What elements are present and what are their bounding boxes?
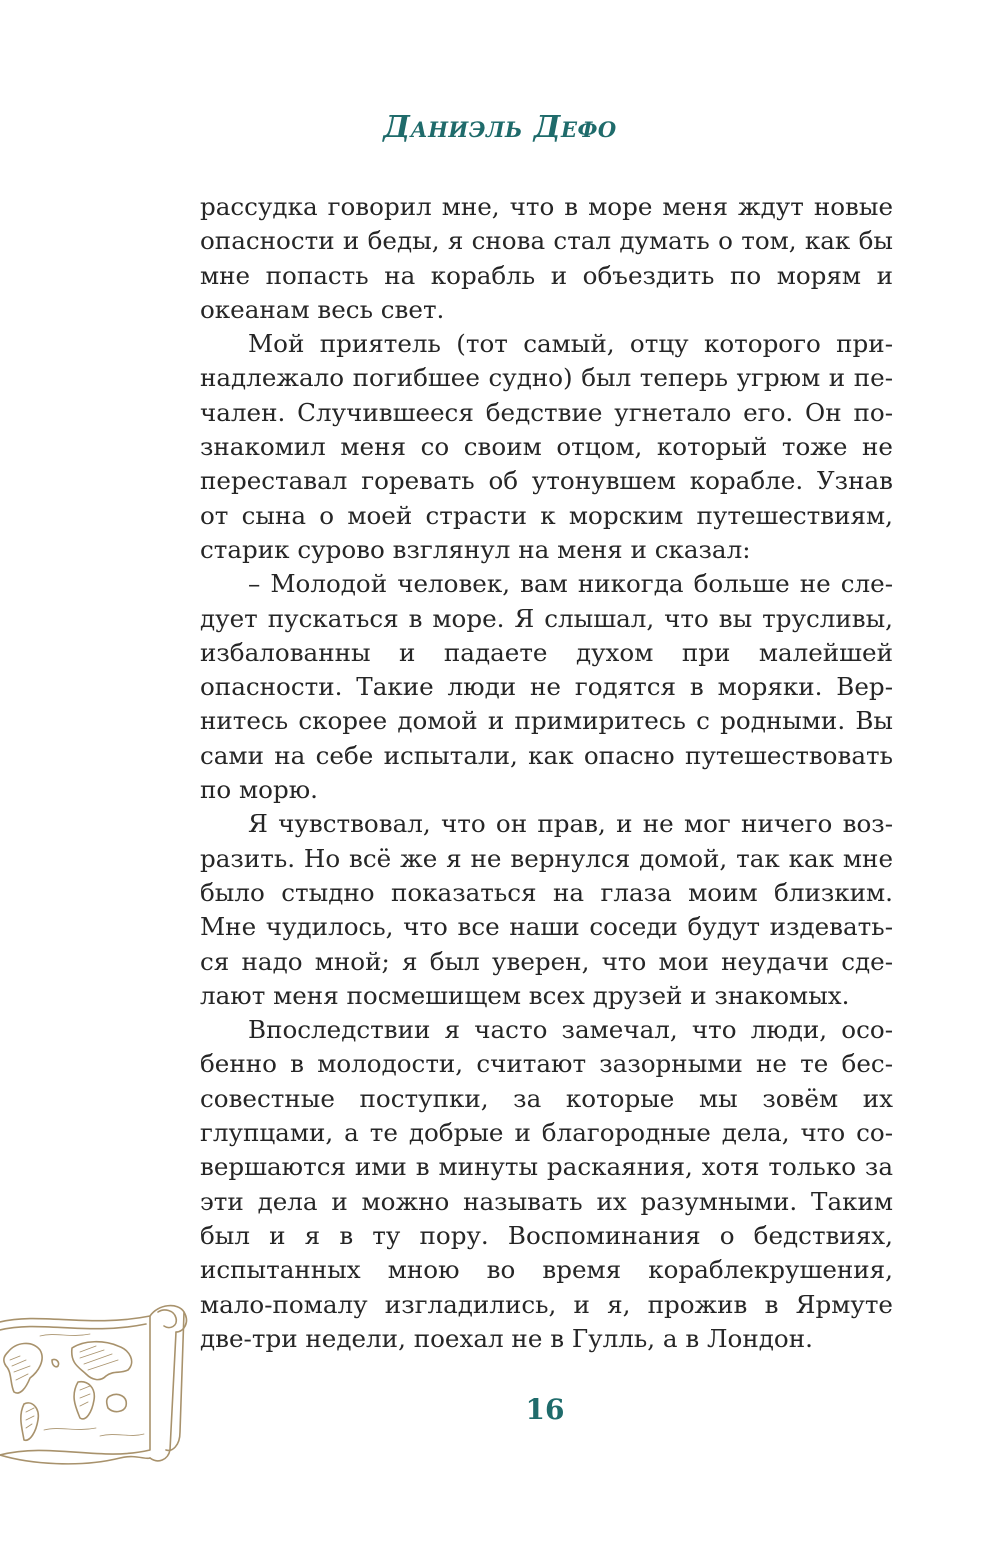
paragraph-1: рассудка говорил мне, что в море меня ждут новые опасности и беды, я снова стал думать о том, как бы мне попасть на корабль и объездить по морям и океанам весь свет. (200, 192, 893, 324)
running-head: Даниэль Дефо (383, 110, 617, 145)
page-number: 16 (525, 1393, 565, 1426)
paragraph-2: Мой приятель (тот самый, отцу которого принадлежало погибшее судно) был теперь угрюм и печален. Случившееся бедствие угнетало его. Он познакомил меня со своим отцом, который тоже не переставал горевать об утонувшем корабле. Узнав от сына о моей страсти к морским путешествиям, старик сурово взглянул на меня и сказал: (200, 329, 893, 564)
body-text (200, 190, 893, 1356)
paragraph-4: Я чувствовал, что он прав, и не мог ничего возразить. Но всё же я не вернулся домой, так как мне было стыдно показаться на глаза моим близким. Мне чудилось, что все наши соседи будут издеваться надо мной; я был уверен, что мои неудачи сделают меня посмешищем всех друзей и знакомых. (200, 809, 893, 1010)
paragraph-5: Впоследствии я часто замечал, что люди, особенно в молодости, считают зазорными не те бессовестные поступки, за которые мы зовём их глупцами, а те добрые и благородные дела, что совершаются ими в минуты раскаяния, хотя только за эти дела и можно называть их разумными. Таким был и я в ту пору. Воспоминания о бедствиях, испытанных мною во время кораблекрушения, мало-помалу изгладились, и я, прожив в Ярмуте две-три недели, поехал не в Гулль, а в Лондон. (200, 1015, 893, 1353)
paragraph-3: – Молодой человек, вам никогда больше не следует пускаться в море. Я слышал, что вы трусливы, избалованны и падаете духом при малейшей опасности. Такие люди не годятся в моряки. Вернитесь скорее домой и примиритесь с родными. Вы сами на себе испытали, как опасно путешествовать по морю. (200, 569, 893, 805)
world-map-scroll-icon (0, 1300, 200, 1475)
